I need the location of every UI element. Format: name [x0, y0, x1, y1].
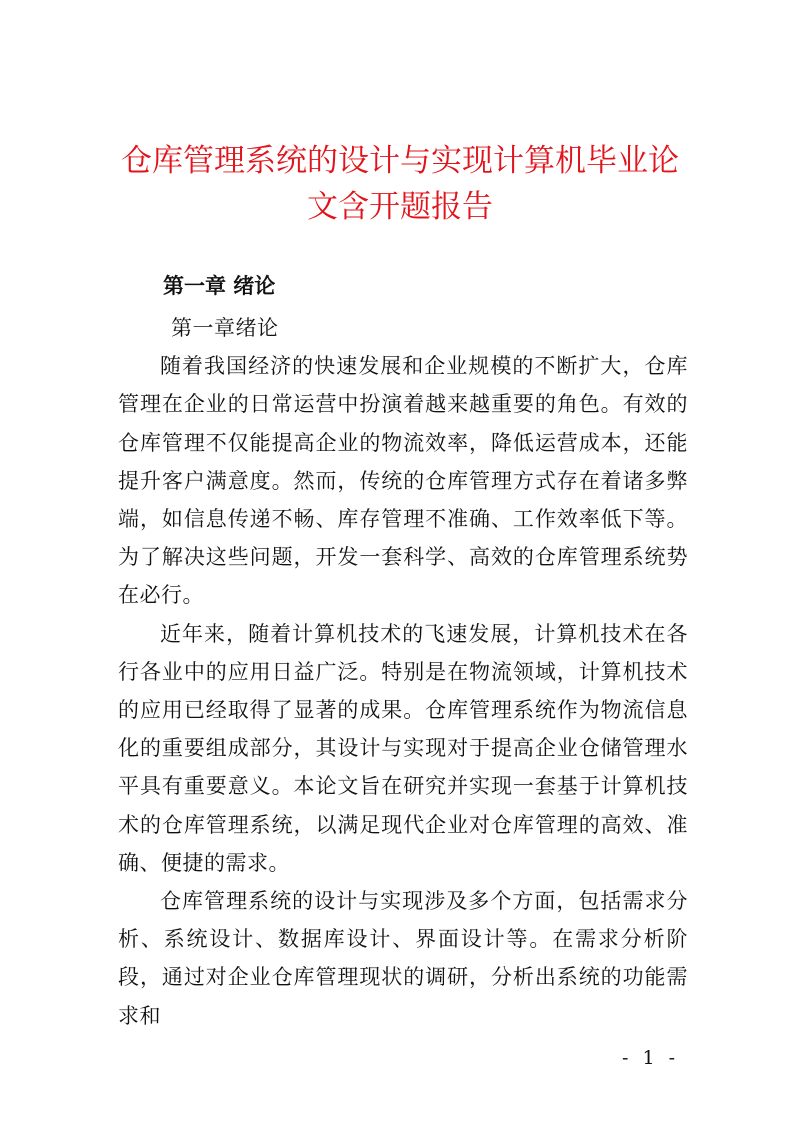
body-paragraph-1: 随着我国经济的快速发展和企业规模的不断扩大，仓库管理在企业的日常运营中扮演着越来越重要的角色。有效的仓库管理不仅能提高企业的物流效率，降低运营成本，还能提升客户满意度。然而，传统的仓库管理方式存在着诸多弊端，如信息传递不畅、库存管理不准确、工作效率低下等。为了解决这些问题，开发一套科学、高效的仓库管理系统势在必行。 [118, 354, 688, 608]
chapter-heading: 第一章 绪论 [163, 274, 276, 298]
body-paragraph-2: 近年来，随着计算机技术的飞速发展，计算机技术在各行各业中的应用日益广泛。特别是在物流领域，计算机技术的应用已经取得了显著的成果。仓库管理系统作为物流信息化的重要组成部分，其设计与实现对于提高企业仓储管理水平具有重要意义。本论文旨在研究并实现一套基于计算机技术的仓库管理系统，以满足现代企业对仓库管理的高效、准确、便捷的需求。 [118, 621, 688, 875]
document-title-line-1: 仓库管理系统的设计与实现计算机毕业论 [121, 143, 679, 179]
document-body [118, 309, 688, 1035]
body-paragraph-3: 仓库管理系统的设计与实现涉及多个方面，包括需求分析、系统设计、数据库设计、界面设计等。在需求分析阶段，通过对企业仓库管理现状的调研，分析出系统的功能需求和 [118, 889, 688, 1028]
document-title-line-2: 文含开题报告 [307, 189, 493, 225]
page-number: - 1 - [622, 1047, 680, 1069]
section-subheading: 第一章绪论 [171, 316, 279, 340]
document-title [0, 138, 800, 230]
